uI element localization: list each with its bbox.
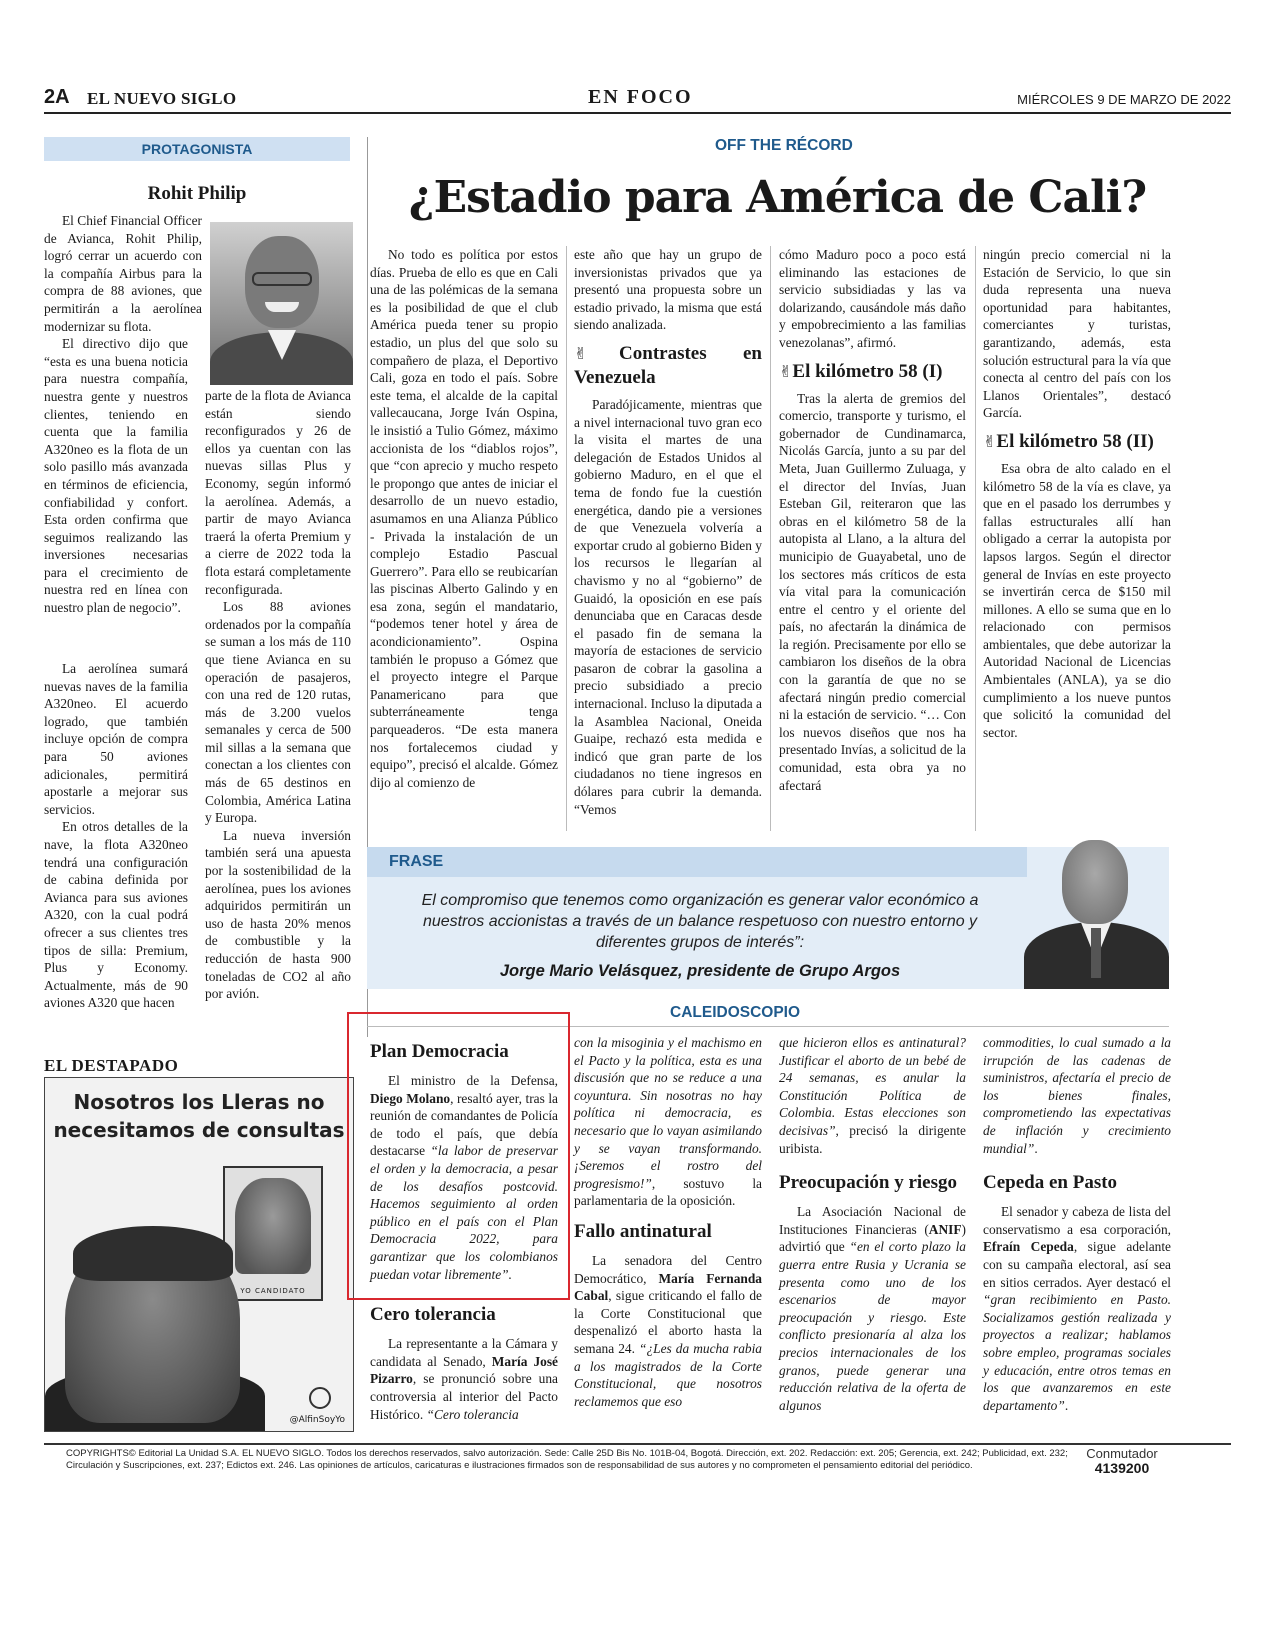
newspaper-name: EL NUEVO SIGLO [87,89,237,108]
article-column-4 [983,246,1171,741]
conmutador-number: 4139200 [1094,1460,1150,1476]
paragraph: que hicieron ellos es antinatural? Justificar el aborto de un bebé de 24 semanas, es anular la Constitución Política de Colombia. Estas elecciones son decisivas”, precisó la dirigente uribista. [779,1035,966,1156]
protagonista-label: PROTAGONISTA [44,137,350,161]
paragraph: En otros detalles de la nave, la flota A320neo tendrá una configuración de cabina definida por Avianca para sus aviones A320, con la cual podrá ofrecer a sus clientes tres tipos de silla: Premium, Plus y Economy. Actualmente, más de 90 aviones A320 que hacen [44,819,188,1011]
paragraph: parte de la flota de Avianca están siendo reconfigurados y 26 de ellos ya cuentan con las nuevas sillas Plus y Economy, según informó la aerolínea. Además, a partir de mayo Avianca traerá la oferta Premium y a cierre de 2022 toda la flota estará completamente reconfigurada. [205,388,351,597]
article-column-1 [370,246,558,791]
cartoonist-logo-icon [309,1387,331,1409]
paragraph: este año que hay un grupo de inversionistas privados que ya presentó una propuesta sobre un estadio privado, la misma que está siendo analizada. [574,247,762,333]
column-rule [975,246,976,831]
conmutador-label: Conmutador [1086,1446,1158,1461]
hand-v-icon: ✌ [779,361,793,381]
copyright-text: COPYRIGHTS© Editorial La Unidad S.A. EL NUEVO SIGLO. Todos los derechos reservados, salvo autorización. Sede: Calle 25D Bis No. 101B-04, Bogotá. Dirección, ext. 202. Redacción: ext. 205; Gerencia, ext. 242; Publicidad, ext. 232; Circulación y Suscripciones, ext. 237; Edictos ext. 246. Las opiniones de artículos, caricaturas e ilustraciones firmados son de responsabilidad de sus autores y no comprometen el pensamiento editorial del periódico. [66,1448,1068,1471]
off-the-record-label: OFF THE RÉCORD [715,137,853,154]
heading-cero-tolerancia: Cero tolerancia [370,1304,496,1326]
frase-label: FRASE [389,853,444,870]
hand-v-icon: ✌ [574,343,620,363]
caleidoscopio-column-4 [983,1034,1171,1414]
paragraph: con la misoginia y el machismo en el Pacto y la política, esta es una discusión que no se reduce a una coyuntura. Sin nosotras no hay política ni democracia, es necesario que lo vayan asimilando y se vayan transformando. ¡Seremos el rostro del progresismo!”, sostuvo la parlamentaria de la oposición. [574,1035,762,1209]
protagonista-text-left [44,660,188,1012]
footer-rule [44,1443,1231,1445]
cartoon-caption: Nosotros los Lleras no necesitamos de consultas [53,1090,345,1142]
rohit-philip-photo [210,222,353,385]
paragraph: La representante a la Cámara y candidata al Senado, María José Pizarro, se pronunció sobre una controversia al interior del Pacto Histórico. “Cero tolerancia [370,1336,558,1422]
paragraph: cómo Maduro poco a poco está eliminando las estaciones de servicio subsidiadas y las va dolarizando, causándole más daño y empobrecimiento a las familias venezolanas”, afirmó. [779,247,966,350]
destapado-label: EL DESTAPADO [44,1056,179,1075]
jorge-mario-velasquez-photo [1024,832,1169,989]
paragraph: El senador y cabeza de lista del conservatismo a esa corporación, Efraín Cepeda, sigue adelante con su campaña electoral, así sea en sitios cerrados. Ayer destacó el “gran recibimiento en Pasto. Socializamos gestión realizada y proyectos a realizar; hablamos sobre empleo, programas sociales y educación, entre otros temas en los que avanzaremos en este departamento”. [983,1204,1171,1413]
paragraph: Paradójicamente, mientras que a nivel internacional tuvo gran eco la visita el martes de una delegación de Estados Unidos al gobierno Maduro, en el que el tema de fondo fue la cuestión energética, dando pie a versiones de que Venezuela volvería a exportar crudo al gobierno Biden y los recursos le llegarían al chavismo y no al “gobierno” de Guaidó, la oposición en ese país denunciaba que en Caracas desde el pasado fin de semana la mayoría de estaciones de servicio pasaron de cobrar la gasolina a precio subsidiado a precio internacional. Incluso la diputada a la Asamblea Nacional, Oneida Guaipe, rechazó esta medida e indicó que gran parte de los ciudadanos no tiene ingresos en dólares para cubrir la demanda. “Vemos [574,396,762,817]
heading-cepeda-pasto: Cepeda en Pasto [983,1172,1118,1194]
subhead-km-1: ✌El kilómetro 58 (I) [779,360,943,382]
paragraph: La nueva inversión también será una apuesta por la sostenibilidad de la aerolínea, pues los aviones adquiridos permitirán un uso de hasta 20% menos de combustible y la reducción de hasta 900 toneladas de CO2 al año por avión. [205,827,351,1002]
paragraph: Esa obra de alto calado en el kilómetro 58 de la vía es clave, ya que en el pasado los derrumbes y fallas estructurales allí han obligado a cerrar la autopista por lapsos largos. Según el director general de Invías en este proyecto se invertirán cerca de $150 mil millones. A ello se suma que en lo relacionado con permisos ambientales, que debe autorizar la Autoridad Nacional de Licencias Ambientales (ANLA), ya se dio cumplimiento a los nueve puntos que solicitó la comunidad del sector. [983,460,1171,740]
heading-plan-democracia: Plan Democracia [370,1041,509,1062]
article-column-3 [779,246,966,794]
paragraph: No todo es política por estos días. Prueba de ello es que en Cali una de las polémicas de la semana es la posibilidad de que el club América pueda tener su propio estadio, un plus del que solo su compañero de plaza, el Deportivo Cali, goza en todo el país. Sobre este tema, el alcalde de la capital vallecaucana, Jorge Iván Ospina, le insistió a Tulio Gómez, máximo accionista de los “diablos rojos”, que “con aprecio y mucho respeto le propongo que antes de iniciar el desarrollo de un nuevo estadio, asumamos en una Alianza Público - Privada la instalación de un complejo Estadio Pascual Guerrero”. Para ello se reubicarían las piscinas Alberto Galindo y en esa zona, según el mandatario, “podemos tener hotel y área de acondicionamiento”. Ospina también le propuso a Gómez que el proyecto integre el Parque Panamericano para que subterráneamente tenga parqueaderos. “De esta manera nos fortalecemos ciudad y equipo”, precisó el alcalde. Gómez dijo al comienzo de [370,247,558,790]
paragraph: El ministro de la Defensa, Diego Molano, resaltó ayer, tras la reunión de comandantes de Policía de todo el país, que debía destacarse “la labor de preservar el orden y la democracia, a pesar de los desafíos postcovid. Hacemos seguimiento al orden público en el país con el Plan Democracia 2022, para garantizar que los colombianos puedan votar libremente”. [370,1073,558,1282]
subhead-contrastes: ✌Contrastes en Venezuela [574,342,762,388]
frase-author: Jorge Mario Velásquez, presidente de Grupo Argos [499,962,901,980]
poster-caption: YO CANDIDATO [240,1287,306,1295]
page-number: 2A [44,86,70,108]
headline: ¿Estadio para América de Cali? [408,172,1147,223]
heading-preocupacion-riesgo: Preocupación y riesgo [779,1172,958,1194]
paragraph: commodities, lo cual sumado a la irrupción de las cadenas de suministros, afectaría el precio de los bienes finales, comprometiendo las expectativas de inflación y crecimiento mundial”. [983,1035,1171,1156]
paragraph: Los 88 aviones ordenados por la compañía se suman a los más de 110 que tiene Avianca en su operación de pasajeros, con una red de 120 rutas, más de 3.200 vuelos semanales y cerca de 500 mil sillas a la semana que conectan a los clientes con más de 65 destinos en Colombia, América Latina y Europa. [205,599,351,826]
paragraph: El Chief Financial Officer de Avianca, Rohit Philip, logró cerrar un acuerdo con la compañía Airbus para la compra de 88 aviones, que permitirán a la aerolínea modernizar su flota. [44,213,202,334]
caleidoscopio-column-1 [370,1040,558,1423]
caleidoscopio-label: CALEIDOSCOPIO [670,1004,801,1021]
section-title: EN FOCO [588,86,693,108]
paragraph: La aerolínea sumará nuevas naves de la familia A320neo. El acuerdo logrado, que también incluye opción de compra para 50 aviones adicionales, permitirá apostarle a mejorar sus servicios. [44,661,188,817]
cartoon-hair [73,1226,233,1281]
destapado-cartoon [44,1077,354,1432]
candidate-poster [223,1166,323,1301]
paragraph: El directivo dijo que “esta es una buena noticia para nuestra compañía, nuestra gente y nuestros clientes, teniendo en cuenta que la familia A320neo es la flota de un solo pasillo más avanzada en términos de eficiencia, confiabilidad y confort. Esta orden confirma que seguimos realizando las inversiones necesarias para el crecimiento de nuestra red en línea con nuestro plan de negocio”. [44,336,188,616]
heading-fallo-antinatural: Fallo antinatural [574,1220,712,1242]
article-column-2 [574,246,762,818]
paragraph: Tras la alerta de gremios del comercio, transporte y turismo, el gobernador de Cundinamarca, Nicolás García, junto a su par del Meta, Juan Guillermo Zuluaga, y el director del Invías, Juan Esteban Gil, reiteraron que las obras en el kilómetro 58 de la autopista al Llano, a la altura del municipio de Guayabetal, uno de los sectores más críticos de esta vía vital para la comunicación entre el centro y el oriente del país, no afectarán la dinámica de la región. Precisamente por ello se cambiaron los diseños de la obra con la garantía de que no se afectará ningún predio comercial ni la estación de servicio. “… Con los nuevos diseños que nos ha presentado Invías, a solicitud de la comunidad, esta obra ya no afectará [779,390,966,793]
paragraph: La Asociación Nacional de Instituciones Financieras (ANIF) advirtió que “en el corto plazo la guerra entre Rusia y Ucrania se presenta como uno de los escenarios de mayor preocupación y riesgo. Este conflicto presionaría al alza los precios internacionales de los granos, puede generar una reducción relativa de la oferta de algunos [779,1204,967,1413]
caleidoscopio-column-2 [574,1034,762,1410]
protagonista-text-right [205,387,351,1003]
subhead-km-2: ✌El kilómetro 58 (II) [983,430,1154,452]
protagonista-text-top [44,212,202,617]
column-rule [566,246,567,831]
column-rule [770,246,771,831]
header-rule [44,112,1231,114]
caleidoscopio-column-3 [779,1034,966,1414]
hand-v-icon: ✌ [983,431,997,451]
cartoonist-signature: @AlfinSoyYo [289,1415,345,1425]
frase-quote: El compromiso que tenemos como organización es generar valor económico a nuestros accionistas a través de un balance respetuoso con nuestro entorno y diferentes grupos de interés”: [421,892,979,951]
protagonista-name: Rohit Philip [147,183,247,204]
paragraph: ningún precio comercial ni la Estación de Servicio, lo que sin duda representa una nueva oportunidad para habitantes, comerciantes y turistas, garantizando, además, esta solución estructural para la vía que conecta al centro del país con los Llanos Orientales”, destacó García. [983,247,1171,421]
issue-date: MIÉRCOLES 9 DE MARZO DE 2022 [1017,92,1231,107]
frase-bar [367,847,1027,877]
paragraph: La senadora del Centro Democrático, María Fernanda Cabal, sigue criticando el fallo de la Corte Constitucional que despenalizó el aborto hasta la semana 24. “¿Les da mucha rabia a los magistrados de la Corte Constitucional, que nosotros reclamemos que eso [574,1252,762,1409]
